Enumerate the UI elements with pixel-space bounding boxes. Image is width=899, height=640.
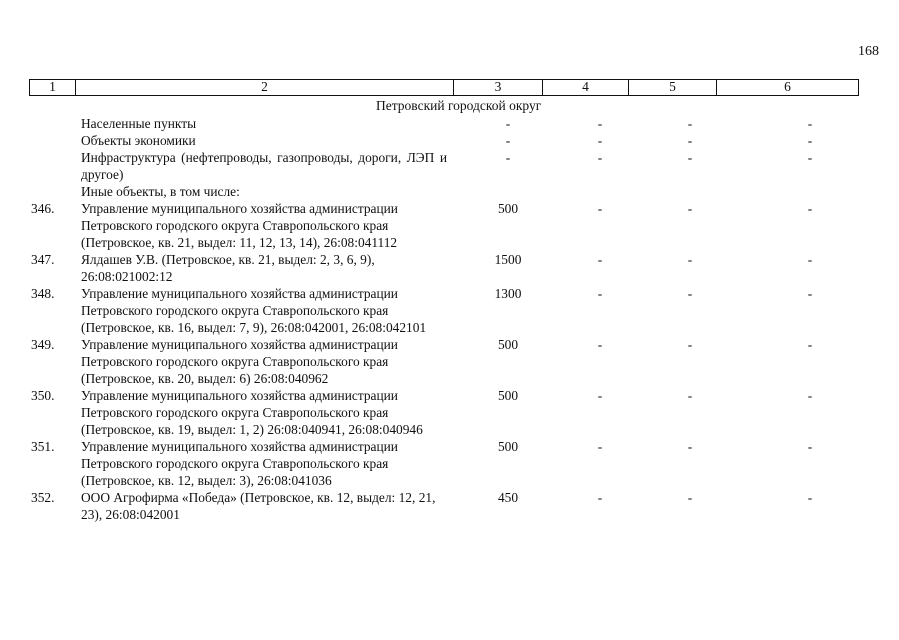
table-body — [0, 115, 899, 523]
cell-col-4: - — [597, 439, 603, 454]
cell-col-5: - — [687, 133, 693, 148]
table-row — [0, 200, 899, 251]
cell-col-5: - — [687, 337, 693, 352]
cell-col-4: - — [597, 150, 603, 165]
cell-col-6: - — [807, 252, 813, 267]
row-description: Управление муниципального хозяйства администрации Петровского городского округа Ставропольского края (Петровское, кв. 20, выдел: 6) 26:08:040962 — [81, 337, 398, 386]
table-row — [0, 438, 899, 489]
table-row — [0, 132, 899, 149]
cell-col-5: - — [687, 116, 693, 131]
cell-col-5: - — [687, 490, 693, 505]
cell-col-3: 500 — [497, 337, 519, 352]
cell-col-5: - — [687, 201, 693, 216]
table-row — [0, 115, 899, 132]
page-number: 168 — [858, 44, 879, 59]
cell-col-3: 500 — [497, 201, 519, 216]
cell-col-4: - — [597, 286, 603, 301]
section-title: Петровский городской округ — [376, 98, 542, 113]
cell-col-6: - — [807, 150, 813, 165]
cell-col-4: - — [597, 337, 603, 352]
cell-col-3: 500 — [497, 388, 519, 403]
row-number: 350. — [31, 388, 55, 403]
cell-col-4: - — [597, 490, 603, 505]
cell-col-6: - — [807, 439, 813, 454]
cell-col-3: 1500 — [494, 252, 522, 267]
column-header-6: 6 — [784, 79, 791, 94]
column-header-row — [29, 79, 859, 96]
cell-col-3: 450 — [497, 490, 519, 505]
table-row — [0, 285, 899, 336]
cell-col-5: - — [687, 150, 693, 165]
column-header-4: 4 — [543, 80, 629, 95]
row-description: Населенные пункты — [81, 116, 197, 131]
column-header-3: 3 — [454, 80, 543, 95]
cell-col-5: - — [687, 286, 693, 301]
table-row — [0, 251, 899, 285]
row-description: Объекты экономики — [81, 133, 196, 148]
cell-col-6: - — [807, 337, 813, 352]
cell-col-3: - — [505, 133, 511, 148]
row-number: 349. — [31, 337, 55, 352]
cell-col-5: - — [687, 439, 693, 454]
cell-col-6: - — [807, 490, 813, 505]
row-number: 346. — [31, 201, 55, 216]
row-description: Управление муниципального хозяйства администрации Петровского городского округа Ставропольского края (Петровское, кв. 16, выдел: 7, 9), 26:08:042001, 26:08:042101 — [81, 286, 427, 335]
cell-col-4: - — [597, 116, 603, 131]
row-number: 348. — [31, 286, 55, 301]
row-description: Управление муниципального хозяйства администрации Петровского городского округа Ставропольского края (Петровское, кв. 21, выдел: 11, 12, 13, 14), 26:08:041112 — [81, 201, 398, 250]
cell-col-3: - — [505, 116, 511, 131]
table-row — [0, 336, 899, 387]
table-row — [0, 489, 899, 523]
row-number: 352. — [31, 490, 55, 505]
row-number: 351. — [31, 439, 55, 454]
cell-col-6: - — [807, 201, 813, 216]
row-description: Инфраструктура (нефтепроводы, газопроводы, дороги, ЛЭП и другое) — [81, 150, 447, 182]
table-row — [0, 387, 899, 438]
table-row — [0, 149, 899, 183]
cell-col-4: - — [597, 201, 603, 216]
column-header-2: 2 — [76, 80, 454, 95]
column-header-5: 5 — [629, 80, 717, 95]
cell-col-5: - — [687, 252, 693, 267]
row-number: 347. — [31, 252, 55, 267]
row-description: Ялдашев У.В. (Петровское, кв. 21, выдел: 2, 3, 6, 9), 26:08:021002:12 — [81, 252, 375, 284]
cell-col-4: - — [597, 388, 603, 403]
cell-col-3: 1300 — [494, 286, 522, 301]
table-row — [0, 183, 899, 200]
cell-col-6: - — [807, 286, 813, 301]
row-description: Управление муниципального хозяйства администрации Петровского городского округа Ставропольского края (Петровское, кв. 12, выдел: 3), 26:08:041036 — [81, 439, 398, 488]
row-description: Управление муниципального хозяйства администрации Петровского городского округа Ставропольского края (Петровское, кв. 19, выдел: 1, 2) 26:08:040941, 26:08:040946 — [81, 388, 423, 437]
cell-col-3: - — [505, 150, 511, 165]
row-description: ООО Агрофирма «Победа» (Петровское, кв. 12, выдел: 12, 21, 23), 26:08:042001 — [81, 490, 436, 522]
cell-col-4: - — [597, 133, 603, 148]
cell-col-6: - — [807, 133, 813, 148]
cell-col-5: - — [687, 388, 693, 403]
row-description: Иные объекты, в том числе: — [81, 184, 240, 199]
cell-col-4: - — [597, 252, 603, 267]
column-header-1: 1 — [30, 80, 76, 95]
cell-col-3: 500 — [497, 439, 519, 454]
cell-col-6: - — [807, 116, 813, 131]
cell-col-6: - — [807, 388, 813, 403]
